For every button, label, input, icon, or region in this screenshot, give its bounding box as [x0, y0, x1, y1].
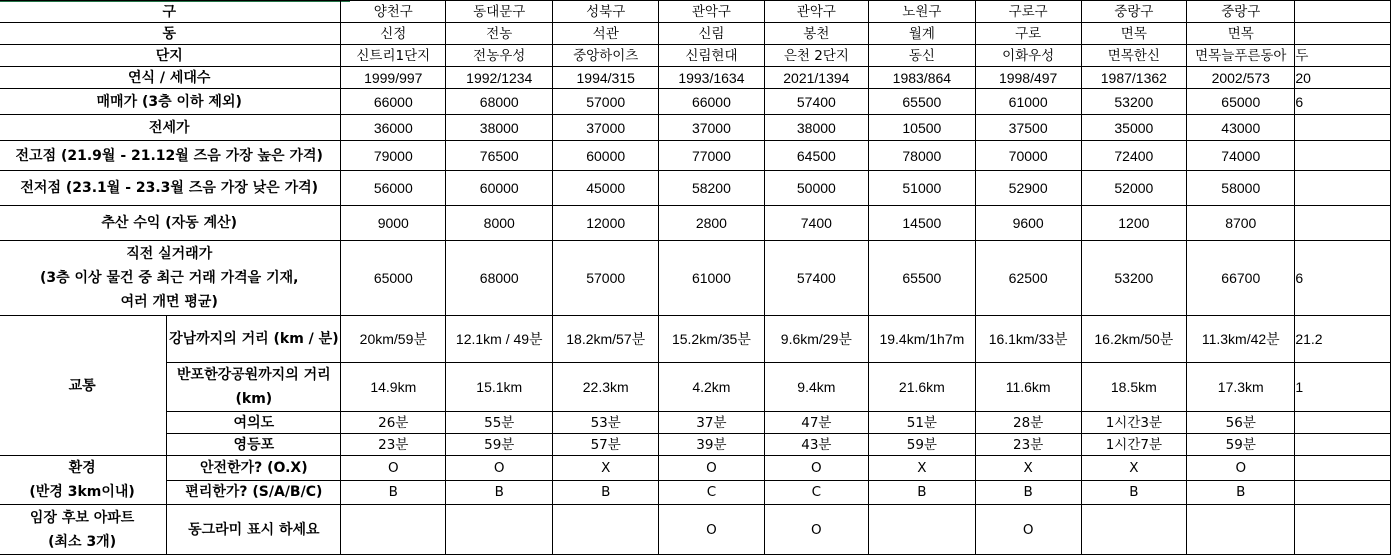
cell-convenient-col2[interactable]: B — [446, 480, 553, 505]
cell-profit-col2[interactable]: 8000 — [446, 206, 553, 241]
cell-danji-col5[interactable]: 은천 2단지 — [764, 45, 868, 67]
cell-yeongdeungpo-col1[interactable]: 23분 — [341, 434, 446, 456]
cell-jeonse-col7[interactable]: 37500 — [975, 115, 1081, 141]
cell-recent-deal-col6[interactable]: 65500 — [868, 241, 975, 316]
cell-prev-low-col2[interactable]: 60000 — [446, 171, 553, 206]
cell-to-gangnam-col6[interactable]: 19.4km/1h7m — [868, 316, 975, 363]
cell-safe-col7[interactable]: X — [975, 456, 1081, 481]
row-label-recent-deal[interactable] — [0, 241, 341, 316]
cell-profit-col8[interactable]: 1200 — [1081, 206, 1187, 241]
cell-profit-col1[interactable]: 9000 — [341, 206, 446, 241]
cell-to-banpo-col5[interactable]: 9.4km — [764, 363, 868, 412]
cell-jeonse-col4[interactable]: 37000 — [659, 115, 765, 141]
cell-jeonse-col2[interactable]: 38000 — [446, 115, 553, 141]
cell-yeongdeungpo-col10[interactable] — [1295, 434, 1391, 456]
cell-yeouido-col3[interactable]: 53분 — [553, 412, 659, 434]
row-label-circle-mark[interactable]: 동그라미 표시 하세요 — [167, 505, 341, 555]
cell-danji-col9[interactable]: 면목늘푸른동아 — [1187, 45, 1295, 67]
cell-recent-deal-col7[interactable]: 62500 — [975, 241, 1081, 316]
cell-recent-deal-col5[interactable]: 57400 — [764, 241, 868, 316]
cell-gu-col4[interactable]: 관악구 — [659, 1, 765, 23]
cell-recent-deal-col10[interactable]: 6 — [1295, 241, 1391, 316]
cell-prev-low-col1[interactable]: 56000 — [341, 171, 446, 206]
row-label-yeouido[interactable]: 여의도 — [167, 412, 341, 434]
cell-prev-high-col10[interactable] — [1295, 141, 1391, 171]
cell-to-banpo-col4[interactable]: 4.2km — [659, 363, 765, 412]
cell-sale-price-col4[interactable]: 66000 — [659, 89, 765, 115]
cell-danji-col4[interactable]: 신림현대 — [659, 45, 765, 67]
cell-yeongdeungpo-col5[interactable]: 43분 — [764, 434, 868, 456]
cell-jeonse-col10[interactable] — [1295, 115, 1391, 141]
cell-sale-price-col3[interactable]: 57000 — [553, 89, 659, 115]
row-label-profit[interactable]: 추산 수익 (자동 계산) — [0, 206, 341, 241]
cell-year-units-col1[interactable]: 1999/997 — [341, 67, 446, 89]
cell-yeouido-col6[interactable]: 51분 — [868, 412, 975, 434]
cell-yeouido-col5[interactable]: 47분 — [764, 412, 868, 434]
cell-profit-col10[interactable] — [1295, 206, 1391, 241]
cell-year-units-col7[interactable]: 1998/497 — [975, 67, 1081, 89]
cell-sale-price-col5[interactable]: 57400 — [764, 89, 868, 115]
row-label-environment[interactable] — [0, 456, 167, 505]
cell-yeongdeungpo-col8[interactable]: 1시간7분 — [1081, 434, 1187, 456]
cell-safe-col2[interactable]: O — [446, 456, 553, 481]
cell-convenient-col9[interactable]: B — [1187, 480, 1295, 505]
env-line2: (반경 3km이내) — [29, 484, 135, 500]
cell-danji-col6[interactable]: 동신 — [868, 45, 975, 67]
cell-year-units-col5[interactable]: 2021/1394 — [764, 67, 868, 89]
cell-profit-col6[interactable]: 14500 — [868, 206, 975, 241]
cell-candidate-col5[interactable]: O — [764, 505, 868, 555]
cell-profit-col3[interactable]: 12000 — [553, 206, 659, 241]
cell-year-units-col4[interactable]: 1993/1634 — [659, 67, 765, 89]
cell-candidate-col10[interactable] — [1295, 505, 1391, 555]
cell-dong-col10[interactable] — [1295, 23, 1391, 45]
cell-yeongdeungpo-col6[interactable]: 59분 — [868, 434, 975, 456]
cell-gu-col9[interactable]: 중랑구 — [1187, 1, 1295, 23]
cell-candidate-col3[interactable] — [553, 505, 659, 555]
cell-recent-deal-col4[interactable]: 61000 — [659, 241, 765, 316]
cell-dong-col3[interactable]: 석관 — [553, 23, 659, 45]
cell-dong-col1[interactable]: 신정 — [341, 23, 446, 45]
row-label-final-candidate[interactable] — [0, 505, 167, 555]
cell-recent-deal-col9[interactable]: 66700 — [1187, 241, 1295, 316]
cell-to-banpo-col1[interactable]: 14.9km — [341, 363, 446, 412]
cell-danji-col2[interactable]: 전농우성 — [446, 45, 553, 67]
cell-yeongdeungpo-col3[interactable]: 57분 — [553, 434, 659, 456]
cell-safe-col10[interactable] — [1295, 456, 1391, 481]
cell-safe-col6[interactable]: X — [868, 456, 975, 481]
row-yeouido — [0, 412, 1391, 434]
cell-gu-col2[interactable]: 동대문구 — [446, 1, 553, 23]
cell-candidate-col2[interactable] — [446, 505, 553, 555]
cell-year-units-col3[interactable]: 1994/315 — [553, 67, 659, 89]
cell-to-gangnam-col3[interactable]: 18.2km/57분 — [553, 316, 659, 363]
row-label-year-units[interactable]: 연식 / 세대수 — [0, 67, 341, 89]
cell-recent-deal-col2[interactable]: 68000 — [446, 241, 553, 316]
row-recent-deal — [0, 241, 1391, 316]
cell-dong-col2[interactable]: 전농 — [446, 23, 553, 45]
cell-jeonse-col1[interactable]: 36000 — [341, 115, 446, 141]
cell-danji-col1[interactable]: 신트리1단지 — [341, 45, 446, 67]
cell-prev-high-col2[interactable]: 76500 — [446, 141, 553, 171]
cell-to-banpo-col8[interactable]: 18.5km — [1081, 363, 1187, 412]
cell-to-gangnam-col2[interactable]: 12.1km / 49분 — [446, 316, 553, 363]
row-label-dong[interactable]: 동 — [0, 23, 341, 45]
cell-sale-price-col2[interactable]: 68000 — [446, 89, 553, 115]
row-label-to-banpo[interactable]: 반포한강공원까지의 거리 (km) — [167, 363, 341, 412]
cell-profit-col5[interactable]: 7400 — [764, 206, 868, 241]
cell-prev-low-col7[interactable]: 52900 — [975, 171, 1081, 206]
cell-yeouido-col2[interactable]: 55분 — [446, 412, 553, 434]
cell-to-gangnam-col5[interactable]: 9.6km/29분 — [764, 316, 868, 363]
cell-yeongdeungpo-col4[interactable]: 39분 — [659, 434, 765, 456]
cell-yeouido-col1[interactable]: 26분 — [341, 412, 446, 434]
cell-profit-col7[interactable]: 9600 — [975, 206, 1081, 241]
cell-dong-col5[interactable]: 봉천 — [764, 23, 868, 45]
cell-jeonse-col6[interactable]: 10500 — [868, 115, 975, 141]
cell-to-gangnam-col7[interactable]: 16.1km/33분 — [975, 316, 1081, 363]
row-prev-high — [0, 141, 1391, 171]
recent-deal-line3: 여러 개면 평균) — [120, 294, 218, 310]
cell-gu-col3[interactable]: 성북구 — [553, 1, 659, 23]
cell-year-units-col9[interactable]: 2002/573 — [1187, 67, 1295, 89]
cell-to-banpo-col6[interactable]: 21.6km — [868, 363, 975, 412]
recent-deal-line1: 직전 실거래가 — [126, 246, 213, 262]
cell-to-banpo-col7[interactable]: 11.6km — [975, 363, 1081, 412]
cell-sale-price-col9[interactable]: 65000 — [1187, 89, 1295, 115]
cell-jeonse-col8[interactable]: 35000 — [1081, 115, 1187, 141]
row-safe — [0, 456, 1391, 481]
row-label-jeonse[interactable]: 전세가 — [0, 115, 341, 141]
cell-sale-price-col6[interactable]: 65500 — [868, 89, 975, 115]
cell-yeouido-col10[interactable] — [1295, 412, 1391, 434]
cell-danji-col7[interactable]: 이화우성 — [975, 45, 1081, 67]
cell-profit-col4[interactable]: 2800 — [659, 206, 765, 241]
cell-safe-col9[interactable]: O — [1187, 456, 1295, 481]
row-yeongdeungpo — [0, 434, 1391, 456]
row-to-gangnam — [0, 316, 1391, 363]
cell-safe-col1[interactable]: O — [341, 456, 446, 481]
cell-yeongdeungpo-col9[interactable]: 59분 — [1187, 434, 1295, 456]
cell-sale-price-col10[interactable]: 6 — [1295, 89, 1391, 115]
row-label-gu[interactable]: 구 — [0, 1, 341, 23]
cell-prev-high-col1[interactable]: 79000 — [341, 141, 446, 171]
row-prev-low — [0, 171, 1391, 206]
cell-year-units-col10[interactable]: 20 — [1295, 67, 1391, 89]
cell-candidate-col4[interactable]: O — [659, 505, 765, 555]
cell-danji-col8[interactable]: 면목한신 — [1081, 45, 1187, 67]
cell-prev-low-col9[interactable]: 58000 — [1187, 171, 1295, 206]
cell-safe-col3[interactable]: X — [553, 456, 659, 481]
row-label-transport[interactable]: 교통 — [0, 316, 167, 456]
row-candidate — [0, 505, 1391, 555]
cell-yeouido-col9[interactable]: 56분 — [1187, 412, 1295, 434]
cell-recent-deal-col3[interactable]: 57000 — [553, 241, 659, 316]
final-line1: 임장 후보 아파트 — [29, 509, 135, 526]
row-label-prev-low[interactable]: 전저점 (23.1월 - 23.3월 즈음 가장 낮은 가격) — [0, 171, 341, 206]
cell-to-banpo-col3[interactable]: 22.3km — [553, 363, 659, 412]
row-jeonse — [0, 115, 1391, 141]
cell-yeongdeungpo-col7[interactable]: 23분 — [975, 434, 1081, 456]
cell-recent-deal-col1[interactable]: 65000 — [341, 241, 446, 316]
cell-year-units-col8[interactable]: 1987/1362 — [1081, 67, 1187, 89]
cell-prev-high-col9[interactable]: 74000 — [1187, 141, 1295, 171]
cell-prev-low-col8[interactable]: 52000 — [1081, 171, 1187, 206]
row-sale-price — [0, 89, 1391, 115]
cell-prev-high-col3[interactable]: 60000 — [553, 141, 659, 171]
cell-convenient-col8[interactable]: B — [1081, 480, 1187, 505]
row-label-safe[interactable]: 안전한가? (O.X) — [167, 456, 341, 481]
cell-prev-high-col8[interactable]: 72400 — [1081, 141, 1187, 171]
cell-convenient-col10[interactable] — [1295, 480, 1391, 505]
cell-dong-col6[interactable]: 월계 — [868, 23, 975, 45]
final-line2: (최소 3개) — [48, 533, 117, 550]
cell-convenient-col4[interactable]: C — [659, 480, 765, 505]
env-line1: 환경 — [68, 460, 96, 476]
cell-sale-price-col7[interactable]: 61000 — [975, 89, 1081, 115]
cell-jeonse-col5[interactable]: 38000 — [764, 115, 868, 141]
row-label-to-gangnam[interactable]: 강남까지의 거리 (km / 분) — [167, 316, 341, 363]
cell-to-gangnam-col10[interactable]: 21.2 — [1295, 316, 1391, 363]
cell-to-gangnam-col9[interactable]: 11.3km/42분 — [1187, 316, 1295, 363]
cell-convenient-col3[interactable]: B — [553, 480, 659, 505]
cell-yeongdeungpo-col2[interactable]: 59분 — [446, 434, 553, 456]
cell-danji-col10[interactable]: 두 — [1295, 45, 1391, 67]
row-gu — [0, 1, 1391, 23]
cell-prev-low-col4[interactable]: 58200 — [659, 171, 765, 206]
cell-dong-col4[interactable]: 신림 — [659, 23, 765, 45]
row-danji — [0, 45, 1391, 67]
cell-yeouido-col4[interactable]: 37분 — [659, 412, 765, 434]
cell-candidate-col6[interactable] — [868, 505, 975, 555]
cell-safe-col8[interactable]: X — [1081, 456, 1187, 481]
cell-jeonse-col9[interactable]: 43000 — [1187, 115, 1295, 141]
cell-to-banpo-col9[interactable]: 17.3km — [1187, 363, 1295, 412]
row-label-convenient[interactable]: 편리한가? (S/A/B/C) — [167, 480, 341, 505]
cell-year-units-col6[interactable]: 1983/864 — [868, 67, 975, 89]
cell-prev-high-col5[interactable]: 64500 — [764, 141, 868, 171]
cell-jeonse-col3[interactable]: 37000 — [553, 115, 659, 141]
cell-prev-low-col10[interactable] — [1295, 171, 1391, 206]
cell-candidate-col8[interactable] — [1081, 505, 1187, 555]
cell-gu-col8[interactable]: 중랑구 — [1081, 1, 1187, 23]
row-to-banpo — [0, 363, 1391, 412]
cell-gu-col7[interactable]: 구로구 — [975, 1, 1081, 23]
row-label-prev-high[interactable]: 전고점 (21.9월 - 21.12월 즈음 가장 높은 가격) — [0, 141, 341, 171]
cell-convenient-col1[interactable]: B — [341, 480, 446, 505]
cell-dong-col9[interactable]: 면목 — [1187, 23, 1295, 45]
row-convenient — [0, 480, 1391, 505]
cell-candidate-col7[interactable]: O — [975, 505, 1081, 555]
cell-gu-col1[interactable]: 양천구 — [341, 1, 446, 23]
cell-convenient-col6[interactable]: B — [868, 480, 975, 505]
cell-prev-low-col5[interactable]: 50000 — [764, 171, 868, 206]
cell-convenient-col7[interactable]: B — [975, 480, 1081, 505]
cell-safe-col4[interactable]: O — [659, 456, 765, 481]
cell-convenient-col5[interactable]: C — [764, 480, 868, 505]
cell-yeouido-col7[interactable]: 28분 — [975, 412, 1081, 434]
cell-candidate-col1[interactable] — [341, 505, 446, 555]
cell-candidate-col9[interactable] — [1187, 505, 1295, 555]
cell-sale-price-col1[interactable]: 66000 — [341, 89, 446, 115]
row-label-danji[interactable]: 단지 — [0, 45, 341, 67]
cell-to-gangnam-col8[interactable]: 16.2km/50분 — [1081, 316, 1187, 363]
cell-to-gangnam-col4[interactable]: 15.2km/35분 — [659, 316, 765, 363]
cell-gu-col5[interactable]: 관악구 — [764, 1, 868, 23]
row-label-sale-price[interactable]: 매매가 (3층 이하 제외) — [0, 89, 341, 115]
cell-recent-deal-col8[interactable]: 53200 — [1081, 241, 1187, 316]
cell-yeouido-col8[interactable]: 1시간3분 — [1081, 412, 1187, 434]
cell-prev-low-col3[interactable]: 45000 — [553, 171, 659, 206]
cell-year-units-col2[interactable]: 1992/1234 — [446, 67, 553, 89]
cell-prev-high-col6[interactable]: 78000 — [868, 141, 975, 171]
cell-dong-col7[interactable]: 구로 — [975, 23, 1081, 45]
recent-deal-line2: (3층 이상 물건 중 최근 거래 가격을 기재, — [40, 270, 299, 286]
row-dong — [0, 23, 1391, 45]
cell-sale-price-col8[interactable]: 53200 — [1081, 89, 1187, 115]
cell-danji-col3[interactable]: 중앙하이츠 — [553, 45, 659, 67]
row-year-units — [0, 67, 1391, 89]
cell-to-gangnam-col1[interactable]: 20km/59분 — [341, 316, 446, 363]
cell-safe-col5[interactable]: O — [764, 456, 868, 481]
cell-prev-high-col7[interactable]: 70000 — [975, 141, 1081, 171]
cell-to-banpo-col2[interactable]: 15.1km — [446, 363, 553, 412]
cell-gu-col10[interactable] — [1295, 1, 1391, 23]
cell-prev-low-col6[interactable]: 51000 — [868, 171, 975, 206]
cell-prev-high-col4[interactable]: 77000 — [659, 141, 765, 171]
cell-to-banpo-col10[interactable]: 1 — [1295, 363, 1391, 412]
cell-dong-col8[interactable]: 면목 — [1081, 23, 1187, 45]
cell-profit-col9[interactable]: 8700 — [1187, 206, 1295, 241]
cell-gu-col6[interactable]: 노원구 — [868, 1, 975, 23]
row-profit — [0, 206, 1391, 241]
row-label-yeongdeungpo[interactable]: 영등포 — [167, 434, 341, 456]
